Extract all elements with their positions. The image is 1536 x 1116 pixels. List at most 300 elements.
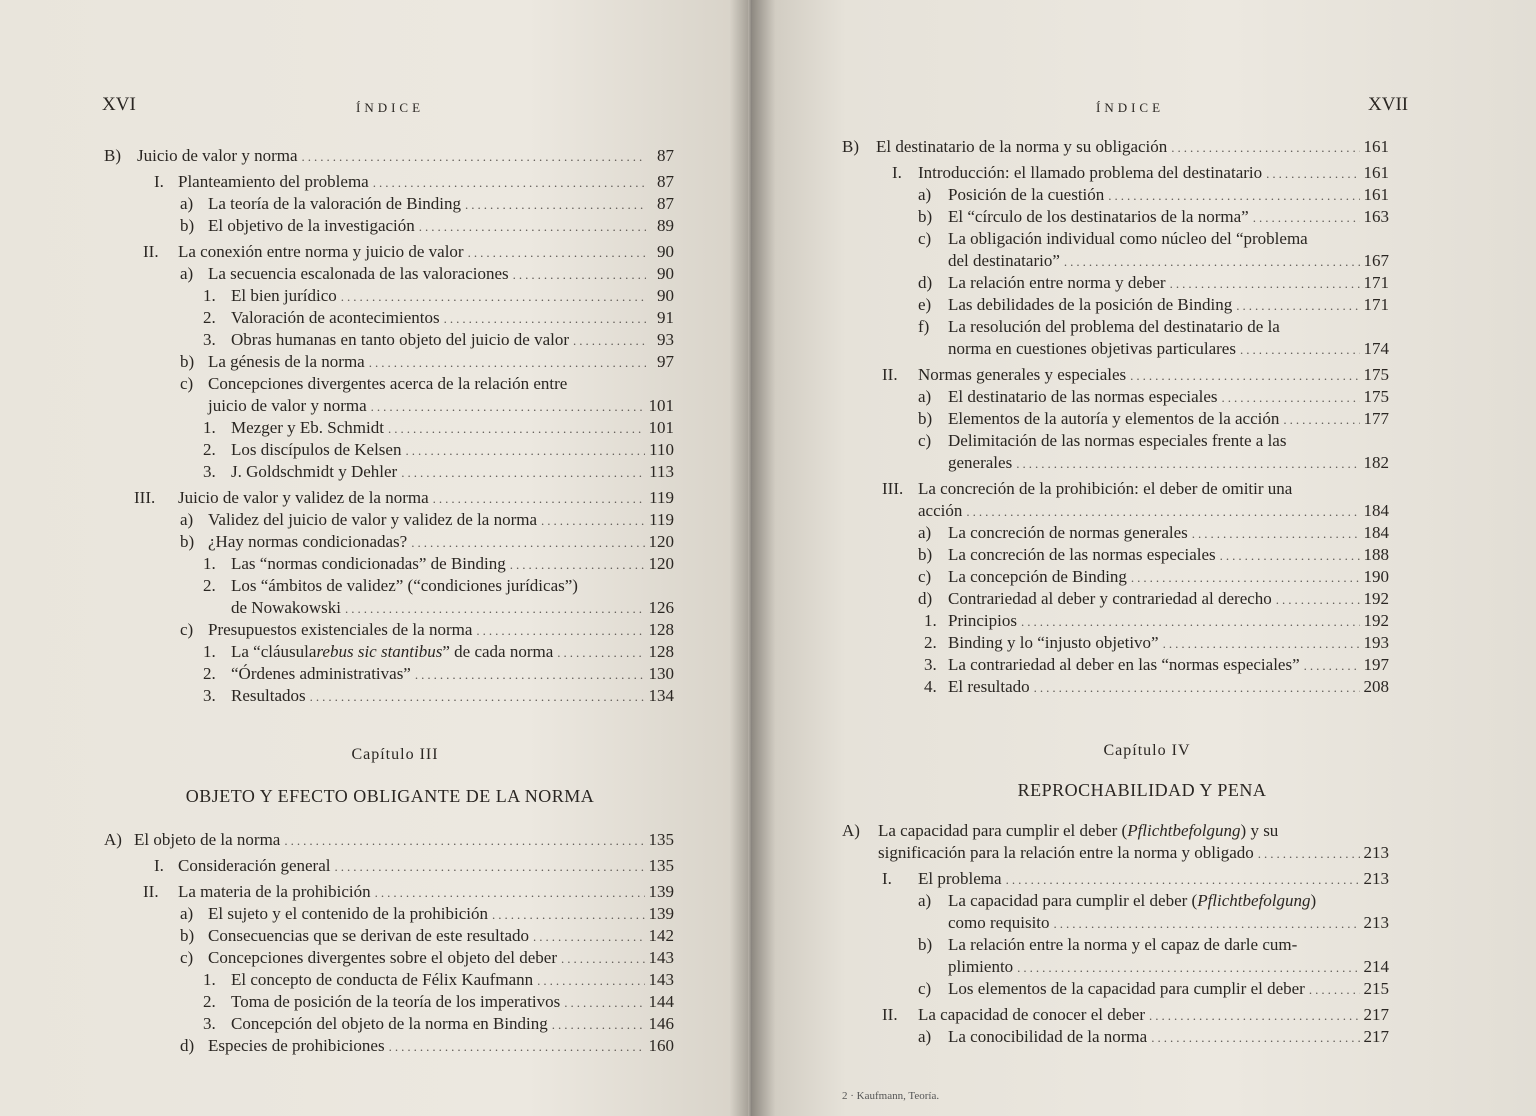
leader-dots [310,686,645,708]
toc-entry[interactable] [948,610,1389,633]
toc-entry-label: A) [842,821,860,840]
toc-entry-label: 2. [203,440,216,459]
toc-entry-page: 161 [1363,185,1389,204]
toc-entry-label: II. [882,1005,898,1024]
leader-dots [302,146,646,168]
toc-entry-title-text: El resultado [948,677,1030,696]
toc-entry-label: c) [918,431,932,450]
toc-entry[interactable] [178,855,674,878]
toc-entry-title [878,820,1278,842]
toc-entry-page: 139 [648,904,674,923]
leader-dots [373,172,646,194]
toc-entry[interactable] [178,171,674,194]
toc-entry-label: b) [918,207,933,226]
toc-entry-title-text: La teoría de la valoración de Binding [208,194,462,213]
toc-entry-label: I. [154,856,164,875]
leader-dots [371,396,645,418]
toc-entry-title-text: Toma de posición de la teoría de los imperativos [231,992,561,1011]
toc-entry-title [208,373,567,395]
toc-entry-title-text: Valoración de acontecimientos [231,308,440,327]
toc-entry[interactable] [948,654,1389,677]
toc-entry-title [208,215,415,237]
toc-entry-title-text: El “círculo de los destinatarios de la norma” [948,207,1249,226]
toc-entry[interactable] [948,294,1389,317]
leader-dots [468,242,646,264]
toc-entry[interactable] [178,241,674,264]
toc-entry-title-text: Las “normas condicionadas” de Binding [231,554,506,573]
toc-entry-page: 208 [1363,677,1389,696]
leader-dots [561,948,644,970]
toc-entry[interactable] [208,373,640,395]
toc-entry-title [231,685,306,707]
toc-entry-page: 119 [649,488,674,507]
toc-entry-title-text: Juicio de valor y norma [137,146,298,165]
toc-entry-title [948,544,1216,566]
toc-entry[interactable] [948,676,1389,699]
toc-entry-title [231,991,560,1013]
toc-entry[interactable] [231,575,640,597]
toc-entry-title-text: “Órdenes administrativas” [231,664,411,683]
toc-entry[interactable] [948,890,1378,912]
leader-dots [1163,633,1360,655]
toc-entry-label: III. [882,479,904,498]
toc-entry-title [948,206,1249,228]
leader-dots [510,554,645,576]
toc-entry-title-text: Contrariedad al deber y contrariedad al derecho [948,589,1272,608]
toc-entry-title-text: Delimitación de las normas especiales frente a las [948,431,1287,450]
toc-entry-title [948,934,1297,956]
toc-entry-title-text: La concepción de Binding [948,567,1127,586]
toc-entry-title-text: La materia de la prohibición [178,882,371,901]
toc-entry-title [948,956,1013,978]
toc-entry-page: 87 [657,172,674,191]
toc-entry-title-text: Concepciones divergentes sobre el objeto del deber [208,948,558,967]
toc-entry-label: 1. [203,286,216,305]
toc-entry[interactable] [948,338,1389,361]
toc-entry[interactable] [948,228,1378,250]
toc-entry-page: 171 [1363,295,1389,314]
leader-dots [1170,273,1360,295]
leader-dots [1192,523,1360,545]
toc-entry-label: c) [180,374,194,393]
toc-entry-page: 113 [649,462,674,481]
toc-entry-title-text: Obras humanas en tanto objeto del juicio de valor [231,330,570,349]
leader-dots [533,926,645,948]
toc-entry-title [178,171,369,193]
toc-entry-label: c) [918,567,932,586]
toc-entry[interactable] [231,553,674,576]
toc-entry-title [134,829,280,851]
toc-entry[interactable] [208,925,674,948]
toc-entry-label: 1. [203,554,216,573]
toc-entry-title-text: Principios [948,611,1017,630]
toc-entry-title-text: La capacidad para cumplir el deber ( [878,821,1128,840]
toc-entry-label: f) [918,317,930,336]
leader-dots [1222,387,1360,409]
toc-entry-title-text: Planteamiento del problema [178,172,369,191]
toc-entry[interactable] [918,868,1389,891]
toc-entry-title [231,461,397,483]
toc-entry-label: d) [180,1036,195,1055]
toc-entry-title-text: del destinatario” [948,251,1060,270]
toc-entry-label: b) [180,352,195,371]
toc-entry-title-text: ¿Hay normas condicionadas? [208,532,408,551]
toc-entry[interactable] [948,544,1389,567]
toc-entry-title [918,478,1292,500]
toc-entry-title [948,978,1305,1000]
toc-entry-title [231,553,506,575]
toc-entry-title [208,619,472,641]
toc-entry-label: B) [842,137,859,156]
toc-entry[interactable] [208,903,674,926]
toc-entry-title [208,531,407,553]
toc-entry-page: 128 [648,620,674,639]
toc-entry-label: 2. [203,992,216,1011]
toc-entry[interactable] [231,307,674,330]
toc-entry[interactable] [948,934,1378,956]
toc-entry[interactable] [231,1013,674,1036]
toc-entry-label: 3. [203,462,216,481]
toc-entry-page: 217 [1363,1005,1389,1024]
leader-dots [541,510,645,532]
leader-dots [1149,1005,1360,1027]
toc-entry[interactable] [208,947,674,970]
toc-entry-label: 4. [924,677,937,696]
toc-entry-title [948,386,1218,408]
toc-entry[interactable] [918,162,1389,185]
toc-entry[interactable] [948,316,1378,338]
toc-entry-title [948,408,1279,430]
toc-entry-label: 2. [203,664,216,683]
toc-entry[interactable] [948,272,1389,295]
leader-dots [513,264,646,286]
toc-entry-title-text: Juicio de valor y validez de la norma [178,488,429,507]
toc-entry-label: I. [892,163,902,182]
toc-entry-title [918,364,1126,386]
toc-entry-title [948,522,1188,544]
leader-dots [1304,655,1360,677]
toc-entry-title [208,1035,385,1057]
toc-entry-page: 213 [1363,869,1389,888]
toc-entry-title [948,912,1050,934]
toc-entry-title-text: significación para la relación entre la norma y obligado [878,843,1254,862]
toc-entry-page: 89 [657,216,674,235]
toc-entry-page: 167 [1363,251,1389,270]
toc-entry[interactable] [137,145,674,168]
toc-entry-label: a) [918,185,932,204]
running-head: ÍNDICE [1096,100,1165,115]
toc-entry[interactable] [948,632,1389,655]
toc-entry-page: 135 [648,830,674,849]
toc-entry-page: 126 [648,598,674,617]
leader-dots [1017,957,1359,979]
toc-entry[interactable] [948,566,1389,589]
toc-entry-title-italic: rebus sic stantibus [316,642,443,661]
toc-entry[interactable] [948,1026,1389,1049]
toc-entry-title [178,855,330,877]
leader-dots [537,970,644,992]
toc-entry[interactable] [208,263,674,286]
leader-dots [405,440,645,462]
toc-entry[interactable] [231,663,674,686]
toc-entry-page: 217 [1363,1027,1389,1046]
toc-entry-title-tail: ) [1310,891,1317,910]
leader-dots [1236,295,1359,317]
toc-entry-title [231,417,384,439]
leader-dots [1151,1027,1359,1049]
toc-entry-label: b) [918,409,933,428]
leader-dots [334,856,644,878]
toc-entry-title [178,881,371,903]
toc-entry[interactable] [208,215,674,238]
toc-entry-title-text: La concreción de normas generales [948,523,1188,542]
toc-entry-page: 182 [1363,453,1389,472]
toc-entry-title [948,654,1300,676]
running-head: ÍNDICE [356,100,425,115]
toc-entry-title-text: El objeto de la norma [134,830,281,849]
toc-entry-title [948,250,1060,272]
toc-entry-title [208,263,509,285]
toc-entry-title-text: El sujeto y el contenido de la prohibición [208,904,488,923]
toc-entry-page: 184 [1363,523,1389,542]
leader-dots [345,598,644,620]
toc-entry-title [208,509,537,531]
toc-entry-title-text: La relación entre la norma y el capaz de darle cum- [948,935,1298,954]
toc-entry-page: 139 [648,882,674,901]
toc-entry[interactable] [231,969,674,992]
toc-entry[interactable] [948,956,1389,979]
toc-entry-label: a) [180,264,194,283]
leader-dots [1309,979,1360,1001]
leader-dots [375,882,645,904]
toc-entry-page: 171 [1363,273,1389,292]
chapter-title: REPROCHABILIDAD Y PENA [1017,780,1267,800]
toc-entry[interactable] [948,522,1389,545]
toc-entry-page: 97 [657,352,674,371]
leader-dots [1253,207,1360,229]
left-page [0,0,752,1116]
toc-entry-title [876,136,1167,158]
toc-entry[interactable] [231,329,674,352]
toc-entry[interactable] [948,978,1389,1001]
toc-entry-label: 2. [203,308,216,327]
toc-entry[interactable] [948,184,1389,207]
toc-entry-page: 192 [1363,611,1389,630]
toc-entry[interactable] [178,881,674,904]
toc-entry-label: b) [918,545,933,564]
toc-entry-title [918,162,1262,184]
toc-entry-title-text: La secuencia escalonada de las valoraciones [208,264,509,283]
toc-entry-title [948,1026,1147,1048]
toc-entry-title [231,439,401,461]
toc-entry-title-text: Los “ámbitos de validez” (“condiciones jurídicas”) [231,576,578,595]
toc-entry-title [231,597,341,619]
toc-entry-title [948,316,1280,338]
toc-entry[interactable] [178,487,674,510]
toc-entry-title-text: Los elementos de la capacidad para cumplir el deber [948,979,1305,998]
toc-entry-label: 2. [924,633,937,652]
toc-entry[interactable] [948,452,1389,475]
toc-entry-title [208,395,367,417]
toc-entry[interactable] [134,829,674,852]
leader-dots [369,352,646,374]
toc-entry-page: 175 [1363,365,1389,384]
toc-entry-page: 110 [649,440,674,459]
leader-dots [557,642,644,664]
toc-entry-label: I. [882,869,892,888]
leader-dots [1258,843,1360,865]
toc-entry-page: 142 [648,926,674,945]
toc-entry-page: 213 [1363,843,1389,862]
toc-entry[interactable] [948,588,1389,611]
leader-dots [1276,589,1360,611]
toc-entry[interactable] [948,408,1389,431]
toc-entry-title-text: La capacidad para cumplir el deber ( [948,891,1198,910]
toc-entry-label: 1. [203,642,216,661]
toc-entry-title [948,890,1316,912]
toc-entry-page: 190 [1363,567,1389,586]
leader-dots [966,501,1359,523]
toc-entry[interactable] [208,193,674,216]
toc-entry[interactable] [948,206,1389,229]
chapter-label: Capítulo III [351,746,439,763]
toc-entry[interactable] [231,641,674,664]
toc-entry[interactable] [918,1004,1389,1027]
toc-entry-title [948,632,1159,654]
toc-entry-title [948,184,1104,206]
leader-dots [388,418,645,440]
toc-entry[interactable] [878,842,1389,865]
toc-entry-label: a) [918,523,932,542]
toc-entry-title [948,588,1272,610]
toc-entry-title [208,193,461,215]
toc-entry-title [231,285,337,307]
leader-dots [492,904,645,926]
toc-entry-title [208,903,488,925]
toc-entry-page: 215 [1363,979,1389,998]
toc-entry[interactable] [231,685,674,708]
toc-entry-title [918,1004,1145,1026]
toc-entry-label: a) [180,510,194,529]
toc-entry-label: 3. [203,686,216,705]
toc-entry-page: 214 [1363,957,1389,976]
leader-dots [1034,677,1360,699]
toc-entry-title [231,307,440,329]
leader-dots [573,330,646,352]
toc-entry[interactable] [948,386,1389,409]
toc-entry[interactable] [948,912,1389,935]
toc-entry-page: 193 [1363,633,1389,652]
toc-entry-page: 120 [648,554,674,573]
toc-entry-title-text: Mezger y Eb. Schmidt [231,418,384,437]
toc-entry-label: d) [918,273,933,292]
toc-entry-title-text: La concreción de las normas especiales [948,545,1216,564]
toc-entry[interactable] [208,509,674,532]
toc-entry-title [948,338,1236,360]
toc-entry[interactable] [876,136,1389,159]
toc-entry-page: 160 [648,1036,674,1055]
toc-entry-label: III. [134,488,156,507]
toc-entry-label: II. [143,882,159,901]
toc-entry-page: 101 [648,418,674,437]
leader-dots [341,286,646,308]
toc-entry-title-text: El bien jurídico [231,286,337,305]
toc-entry-label: a) [918,1027,932,1046]
toc-entry[interactable] [948,430,1378,452]
toc-entry-title [878,842,1254,864]
toc-entry[interactable] [231,991,674,1014]
toc-entry-title [231,575,578,597]
right-page [752,0,1536,1116]
toc-entry-title-text: La contrariedad al deber en las “normas especiales” [948,655,1300,674]
toc-entry-label: d) [918,589,933,608]
toc-entry[interactable] [208,531,674,554]
toc-entry-title [918,500,962,522]
toc-entry-title-text: Concepción del objeto de la norma en Binding [231,1014,548,1033]
toc-entry-title-text: Binding y lo “injusto objetivo” [948,633,1159,652]
toc-entry[interactable] [878,820,1378,842]
toc-entry-page: 146 [648,1014,674,1033]
toc-entry-title [231,663,411,685]
toc-entry[interactable] [231,285,674,308]
toc-entry[interactable] [231,461,674,484]
toc-entry-title-text: Los discípulos de Kelsen [231,440,402,459]
toc-entry-title-tail: ) y su [1240,821,1279,840]
toc-entry[interactable] [918,500,1389,523]
toc-entry-title [208,947,557,969]
toc-entry-page: 197 [1363,655,1389,674]
toc-entry-title [948,676,1030,698]
toc-entry-label: c) [918,979,932,998]
leader-dots [1171,137,1359,159]
toc-entry-title-text: Presupuestos existenciales de la norma [208,620,473,639]
toc-entry[interactable] [231,417,674,440]
toc-entry[interactable] [918,478,1378,500]
leader-dots [419,216,646,238]
toc-entry-title-italic: Pflichtbefolgung [1197,891,1311,910]
toc-entry-page: 101 [648,396,674,415]
toc-entry[interactable] [948,250,1389,273]
toc-entry-label: c) [180,948,194,967]
toc-entry[interactable] [208,619,674,642]
toc-entry-title [948,430,1286,452]
toc-entry[interactable] [208,395,674,418]
toc-entry-title-text: El objetivo de la investigación [208,216,415,235]
toc-entry-page: 184 [1363,501,1389,520]
toc-entry-label: a) [180,194,194,213]
toc-entry[interactable] [231,439,674,462]
toc-entry[interactable] [918,364,1389,387]
toc-entry-title-text: generales [948,453,1013,472]
toc-entry-title-text: La “cláusula [231,642,317,661]
toc-entry-title-text: El concepto de conducta de Félix Kaufmann [231,970,534,989]
toc-entry-title [948,228,1308,250]
toc-entry-page: 120 [648,532,674,551]
toc-entry-page: 135 [648,856,674,875]
toc-entry-title-text: La génesis de la norma [208,352,365,371]
toc-entry-title [948,610,1017,632]
toc-entry-label: c) [180,620,194,639]
toc-entry-title-text: Introducción: el llamado problema del destinatario [918,163,1263,182]
toc-entry[interactable] [208,351,674,374]
toc-entry[interactable] [208,1035,674,1058]
toc-entry-title-text: como requisito [948,913,1050,932]
toc-entry-label: a) [918,891,932,910]
toc-entry-label: b) [918,935,933,954]
toc-entry[interactable] [231,597,674,620]
leader-dots [1266,163,1359,185]
chapter-label: Capítulo IV [1103,742,1191,759]
